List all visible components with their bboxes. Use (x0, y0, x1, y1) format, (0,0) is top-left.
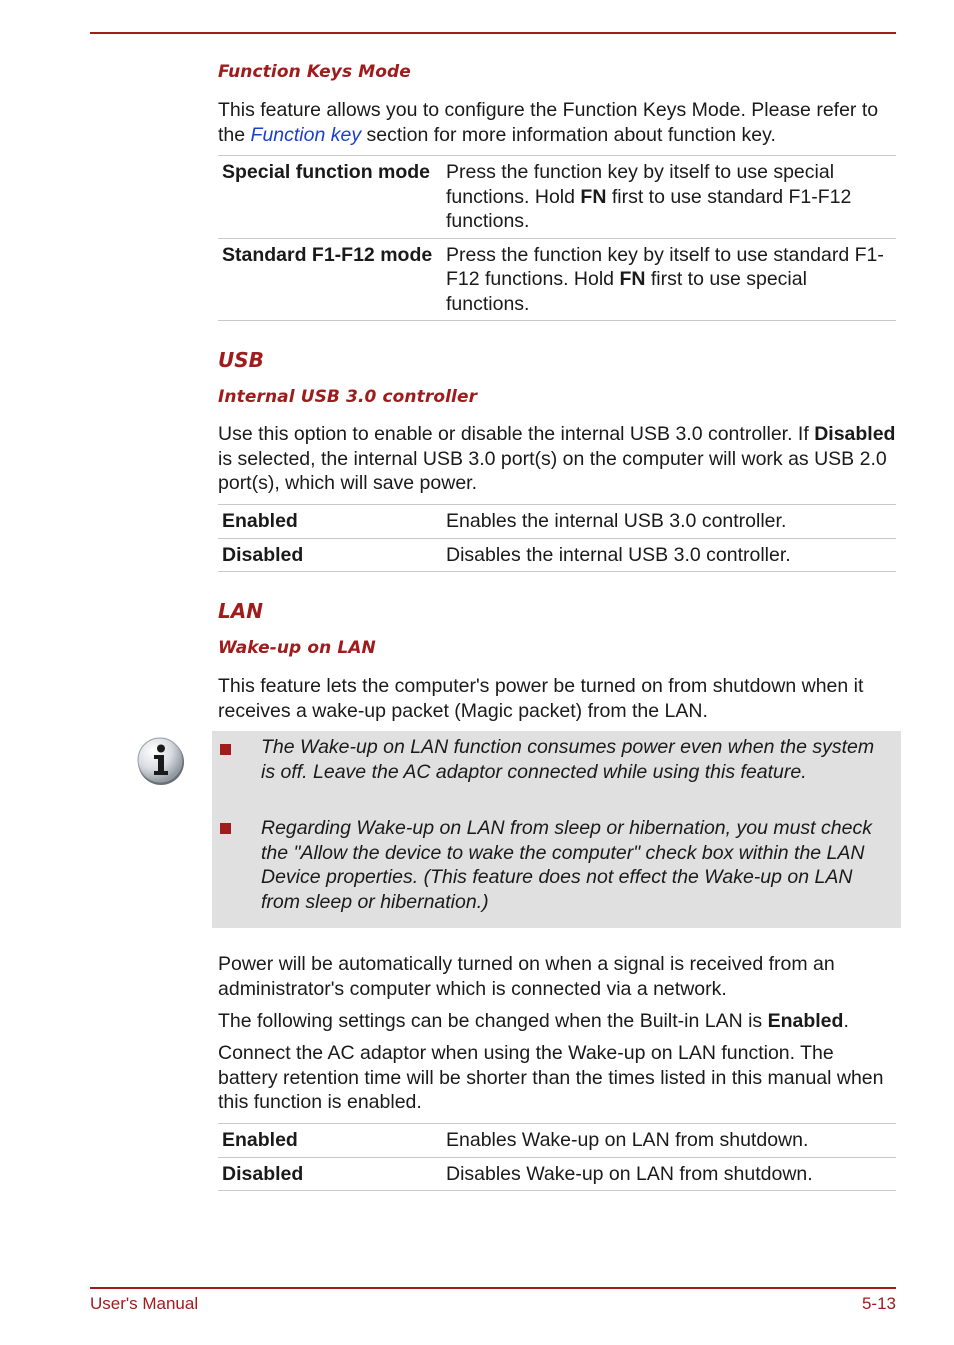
bullet-icon (220, 823, 231, 834)
section-heading-lan: LAN (218, 599, 263, 623)
section-subheading-wake-on-lan: Wake-up on LAN (218, 638, 376, 658)
option-description: Disables Wake-up on LAN from shutdown. (446, 1162, 813, 1185)
section-subheading-usb-controller: Internal USB 3.0 controller (218, 387, 478, 407)
footer-rule (90, 1287, 896, 1289)
usb-table (218, 504, 896, 572)
usb-paragraph (218, 422, 896, 496)
note-item: Regarding Wake-up on LAN from sleep or hibernation, you must check the "Allow the device to wake the computer" check box within the LAN Device properties. (This feature does not effect the Wake-up on LAN from sleep or hibernation.) (261, 817, 872, 913)
lan-paragraph-4: Connect the AC adaptor when using the Wake-up on LAN function. The battery retention time will be shorter than the times listed in this manual when this function is enabled. (218, 1042, 884, 1113)
option-description (442, 156, 896, 239)
option-description: Enables the internal USB 3.0 controller. (446, 510, 787, 532)
text-run: section for more information about function key. (361, 123, 776, 146)
bullet-icon (220, 744, 231, 755)
footer-title: User's Manual (90, 1294, 199, 1313)
bold-text: Enabled (767, 1010, 844, 1032)
text-run: Press the function key by itself to use standard F1-F12 functions. Hold (446, 243, 884, 290)
section-subheading-function-keys-mode: Function Keys Mode (218, 62, 411, 82)
option-key: Special function mode (222, 161, 431, 183)
header-rule (90, 32, 896, 34)
option-key: Enabled (222, 510, 298, 532)
lan-paragraph-1: This feature lets the computer's power be turned on from shutdown when it receives a wake-up packet (Magic packet) from the LAN. (218, 675, 864, 722)
table-row (218, 238, 896, 321)
option-key: Disabled (222, 1162, 304, 1185)
bold-text: FN (580, 185, 607, 208)
text-run: The following settings can be changed when the Built-in LAN is (218, 1010, 768, 1032)
table-row (218, 538, 896, 572)
table-row (218, 1124, 896, 1158)
text-run: Press the function key by itself to use special functions. Hold (446, 161, 835, 208)
function-key-link[interactable]: Function key (250, 123, 362, 146)
option-key: Standard F1-F12 mode (222, 243, 433, 266)
option-description (442, 238, 896, 321)
text-run: Use this option to enable or disable the internal USB 3.0 controller. If (218, 423, 815, 445)
option-key: Enabled (222, 1129, 298, 1151)
function-keys-paragraph (218, 98, 896, 147)
section-heading-usb: USB (218, 348, 264, 372)
lan-table (218, 1123, 896, 1191)
note-box (212, 731, 901, 928)
text-run: . (843, 1010, 849, 1032)
table-row (218, 505, 896, 539)
text-run: is selected, the internal USB 3.0 port(s) on the computer will work as USB 2.0 port(s), which will save power. (218, 447, 887, 494)
lan-paragraph-3 (218, 1009, 896, 1034)
text-run: This feature allows you to configure the Function Keys Mode. Please refer to the (218, 99, 879, 146)
text-run: first to use special functions. (446, 268, 807, 315)
function-keys-table (218, 155, 896, 321)
page-number: 5-13 (861, 1294, 896, 1313)
option-key: Disabled (222, 543, 304, 566)
table-row (218, 1157, 896, 1191)
lan-paragraph-2: Power will be automatically turned on when a signal is received from an administrator's computer which is connected via a network. (218, 953, 835, 1000)
option-description: Disables the internal USB 3.0 controller. (446, 543, 791, 566)
text-run: first to use standard F1-F12 functions. (446, 185, 852, 232)
option-description: Enables Wake-up on LAN from shutdown. (446, 1129, 809, 1151)
info-icon (136, 736, 186, 786)
table-row (218, 156, 896, 239)
bold-text: Disabled (814, 423, 896, 445)
note-item: The Wake-up on LAN function consumes power even when the system is off. Leave the AC adaptor connected while using this feature. (261, 736, 875, 783)
bold-text: FN (619, 268, 646, 290)
